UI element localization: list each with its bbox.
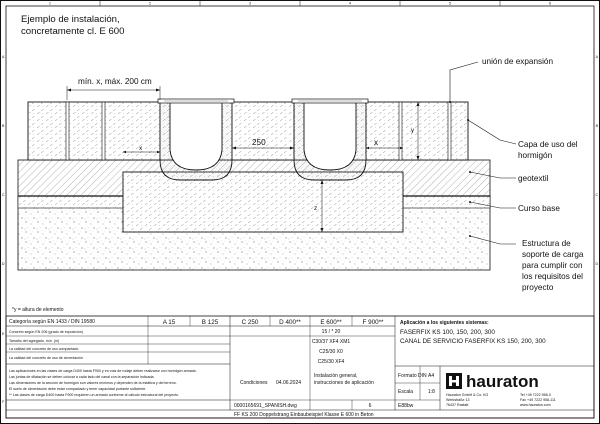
description-line-2: instrucciones de aplicación: [314, 380, 374, 386]
channel-left: [158, 99, 234, 180]
note-line-2: Las juntas de dilatación se deben colocar a cada lado del canal con la separación indicada.: [9, 375, 155, 379]
dimension-y: y: [411, 127, 415, 134]
note-line-3: Las dimensiones de la sección de hormigón son valores mínimos y dependen de la estática y del terreno.: [9, 381, 177, 385]
base-course-callout: Curso base: [518, 204, 560, 213]
column-label-5: 5: [449, 1, 451, 6]
note-line-5: ** Las clases de carga D400 hasta F900 requieren un armado conforme al cálculo estructural del proyecto.: [9, 393, 179, 397]
company-address-2: Werkstraße 13: [446, 398, 470, 402]
format-value: A4: [428, 373, 435, 379]
application-heading: Aplicación a los siguientes sistemas:: [400, 320, 489, 326]
row-label-a-right: A: [595, 55, 599, 59]
row-label-b-right: B: [595, 124, 599, 128]
sheet-label: E88bw: [398, 403, 414, 409]
company-address-1: Hauraton GmbH & Co. KG: [446, 393, 489, 397]
property-label-3: La calidad del concreto de uso compactado: [9, 347, 79, 351]
class-f900: F 900**: [362, 319, 384, 326]
company-web: www.hauraton.com: [520, 403, 551, 407]
dimension-z: z: [314, 205, 318, 212]
scale-value: 1:8: [428, 389, 435, 395]
property-value-3: C25/30 X0: [319, 349, 343, 355]
company-address-3: 76437 Rastatt: [446, 403, 469, 407]
class-c250: C 250: [241, 319, 259, 326]
row-label-d-right: D: [595, 262, 599, 266]
revision-number: 6: [368, 403, 372, 409]
row-label-b: B: [1, 124, 5, 128]
footnote: *y = altura de elemento: [12, 307, 64, 313]
application-line-2: CANAL DE SERVICIO FASERFIX KS 150, 200, 300: [400, 338, 546, 345]
title-block: [6, 316, 594, 418]
class-b125: B 125: [201, 319, 219, 326]
note-line-4: El suelo de cimentación debe estar compactado y tener capacidad portante suficiente.: [9, 387, 147, 391]
wear-layer-leader: [468, 120, 516, 144]
support-callout-line-1: Estructura de: [522, 239, 571, 248]
company-phone: Tel +49 7222 958-0: [520, 393, 551, 397]
drawing-title-line-2: concretamente cl. E 600: [21, 26, 125, 37]
column-label-1: 1: [49, 1, 51, 6]
file-name: 0000165691_SPANISH.dwg: [234, 403, 297, 409]
column-label-4: 4: [349, 1, 351, 6]
expansion-joint-left-2: [102, 102, 105, 160]
drawing-caption: FF KS 200 Doppelstrang Einbaubeispiel Klasse E 600 in Beton: [234, 412, 374, 418]
expansion-joint-leader: [450, 62, 478, 102]
category-row-label: Categoría según EN 1433 / DIN 19580: [9, 319, 95, 325]
expansion-joint-right-1: [399, 102, 402, 160]
support-callout-line-2: soporte de carga: [522, 250, 584, 259]
property-value-4: C25/30 XF4: [317, 359, 345, 365]
class-a15: A 15: [162, 319, 176, 326]
joint-spacing-label: mín. x, máx. 200 cm: [78, 77, 152, 86]
application-line-1: FASERFIX KS 100, 150, 200, 300: [400, 329, 495, 336]
expansion-joint-callout: unión de expansión: [482, 57, 554, 66]
scale-label: Escala: [398, 389, 414, 395]
row-label-d: D: [1, 262, 5, 266]
column-label-6: 6: [549, 1, 551, 6]
expansion-joint-left-1: [66, 102, 69, 160]
brand-name: hauraton: [466, 372, 539, 391]
column-label-2: 2: [149, 1, 151, 6]
geotextile-callout: geotextil: [518, 174, 549, 183]
property-label-1: Concreto según EN 206 (grado de exposición): [9, 330, 83, 334]
expansion-joint-right-2: [448, 102, 451, 160]
property-label-2: Tamaño del agregado, mín. (m): [9, 339, 60, 343]
dimension-x-right: x: [374, 138, 379, 147]
property-label-4: La calidad del concreto de uso de cimentación: [9, 356, 83, 360]
class-d400: D 400**: [279, 319, 301, 326]
wear-layer-callout-line-1: Capa de uso del: [518, 140, 578, 149]
support-callout-line-4: los requisitos del: [522, 272, 583, 281]
conditions-label: Condiciones: [240, 380, 268, 386]
company-fax: Fax +49 7222 958-111: [520, 398, 556, 402]
support-callout-line-3: para cumplir con: [522, 261, 583, 270]
format-label: Formato DIN: [398, 373, 427, 379]
wear-layer-callout-line-2: hormigón: [518, 151, 553, 160]
cross-section-drawing: [18, 62, 516, 270]
date-value: 04.06.2024: [276, 380, 302, 386]
column-markers: [100, 1, 500, 7]
row-label-c-right: C: [595, 193, 599, 197]
support-callout-line-5: proyecto: [522, 283, 554, 292]
property-value-2: C30/37 XF4 XM1: [311, 339, 351, 345]
row-label-a: A: [1, 55, 5, 59]
channel-spacing-label: 250: [252, 138, 266, 147]
property-value-1: 15 / * 20: [321, 329, 341, 335]
note-line-1: Las aplicaciones en las clases de carga D400 hasta F900 y en vías de rodaje deben realizarse con hormigón armado.: [9, 369, 197, 373]
row-label-c: C: [1, 193, 5, 197]
description-line-1: Instalación general,: [314, 373, 358, 379]
class-e600: E 600**: [320, 319, 342, 326]
row-label-e: E: [1, 332, 5, 336]
drawing-title-line-1: Ejemplo de instalación,: [21, 14, 120, 25]
hauraton-logo: [446, 372, 539, 391]
channel-right: [292, 99, 368, 180]
column-label-3: 3: [249, 1, 251, 6]
dimension-x-left: x: [139, 145, 143, 152]
row-label-f: F: [2, 400, 5, 404]
